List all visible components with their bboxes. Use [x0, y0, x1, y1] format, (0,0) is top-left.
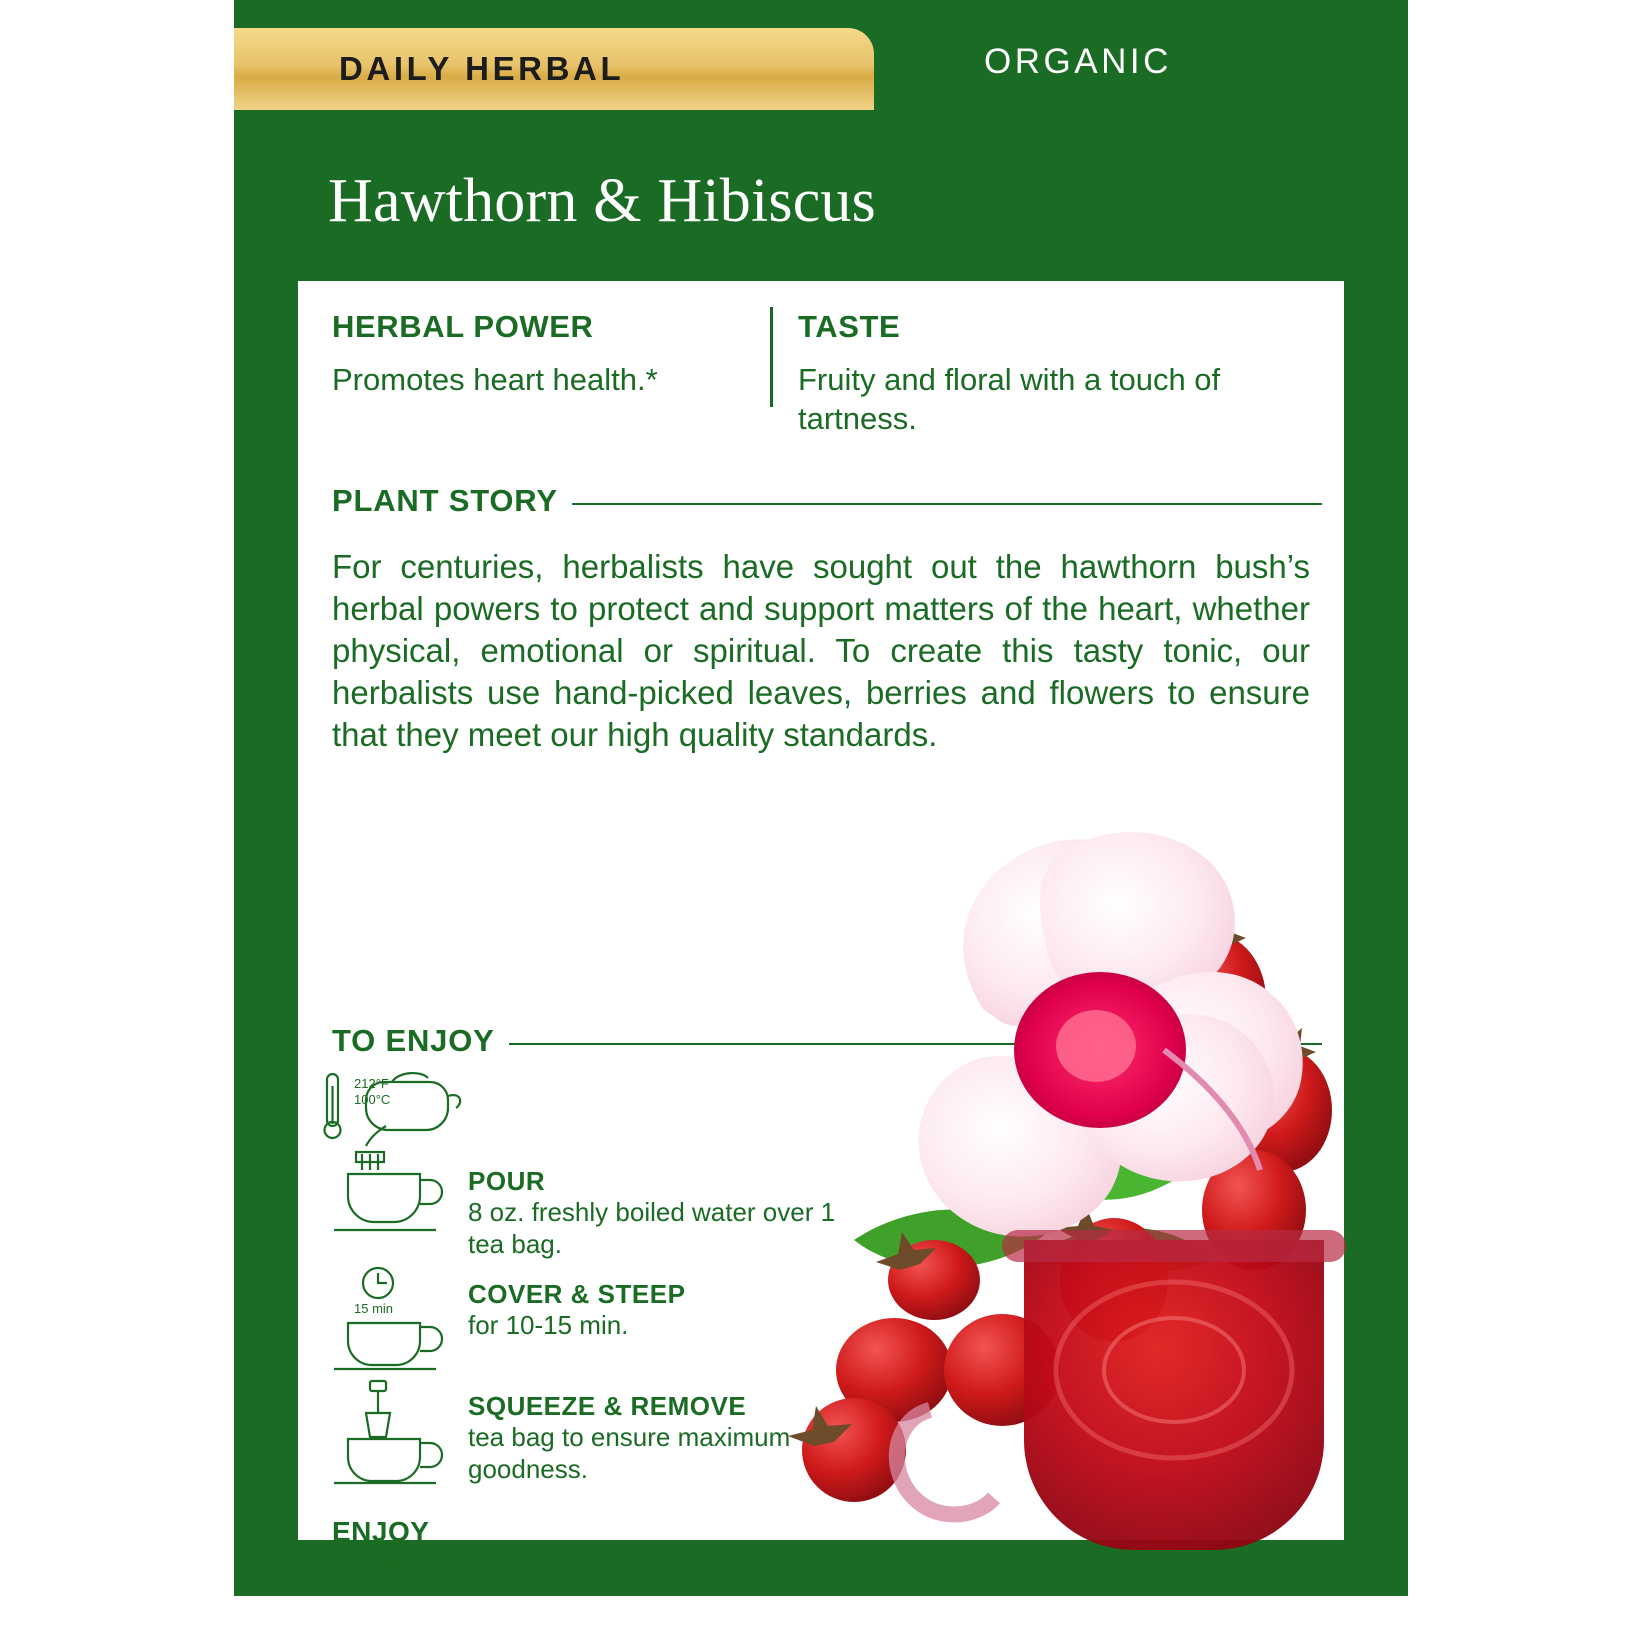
enjoy-final-block [332, 1516, 546, 1582]
package-panel [234, 0, 1408, 1596]
step-pour-desc: 8 oz. freshly boiled water over 1 tea bag. [468, 1197, 836, 1259]
plant-story-text: For centuries, herbalists have sought out the hawthorn bush’s herbal powers to protect and support matters of the heart, whether physical, emotional or spiritual. To create this tasty tonic, our herbalists use hand-picked leaves, berries and flowers to ensure that they meet our high quality standards. [332, 548, 1310, 753]
enjoy-final-desc: 3-4 cups per day. [332, 1550, 547, 1581]
step-cover-steep-desc: for 10-15 min. [468, 1309, 629, 1340]
step-pour-title: POUR [468, 1166, 546, 1196]
to-enjoy-heading: TO ENJOY [332, 1023, 495, 1058]
cup-pour-icon [318, 1152, 468, 1240]
plant-story-section [298, 478, 1344, 756]
product-photo [734, 810, 1344, 1540]
temperature-c: 100°C [354, 1092, 391, 1107]
step-cover-steep-text [468, 1265, 685, 1342]
daily-herbal-tab [234, 28, 874, 110]
plant-story-heading: PLANT STORY [332, 483, 558, 518]
teabag-cup-icon [318, 1377, 468, 1487]
herbal-power-block [332, 309, 752, 400]
benefits-row [298, 281, 1344, 481]
step-cover-steep-title: COVER & STEEP [468, 1278, 686, 1309]
column-divider [770, 307, 773, 407]
step-squeeze-remove-title: SQUEEZE & REMOVE [468, 1390, 747, 1421]
steep-timer-label: 15 min [354, 1300, 394, 1316]
page-title: Hawthorn & Hibiscus [328, 167, 876, 235]
taste-block [798, 309, 1258, 439]
info-card [298, 138, 1344, 1581]
temperature-f: 212°F [354, 1076, 389, 1091]
plant-story-rule [572, 503, 1322, 505]
timer-cup-icon [318, 1265, 468, 1373]
daily-herbal-label: DAILY HERBAL [339, 50, 625, 87]
taste-text: Fruity and floral with a touch of tartness. [798, 362, 1221, 436]
organic-label: ORGANIC [984, 42, 1172, 81]
herbal-power-heading: HERBAL POWER [332, 309, 594, 344]
step-squeeze-remove-desc: tea bag to ensure maximum goodness. [468, 1421, 791, 1484]
plant-story-header [332, 478, 1322, 524]
kettle-icon [318, 1066, 468, 1148]
herbal-power-text: Promotes heart health.* [332, 362, 658, 397]
product-title-bar [298, 138, 1344, 281]
enjoy-final-title: ENJOY [332, 1516, 430, 1547]
taste-heading: TASTE [798, 309, 901, 344]
